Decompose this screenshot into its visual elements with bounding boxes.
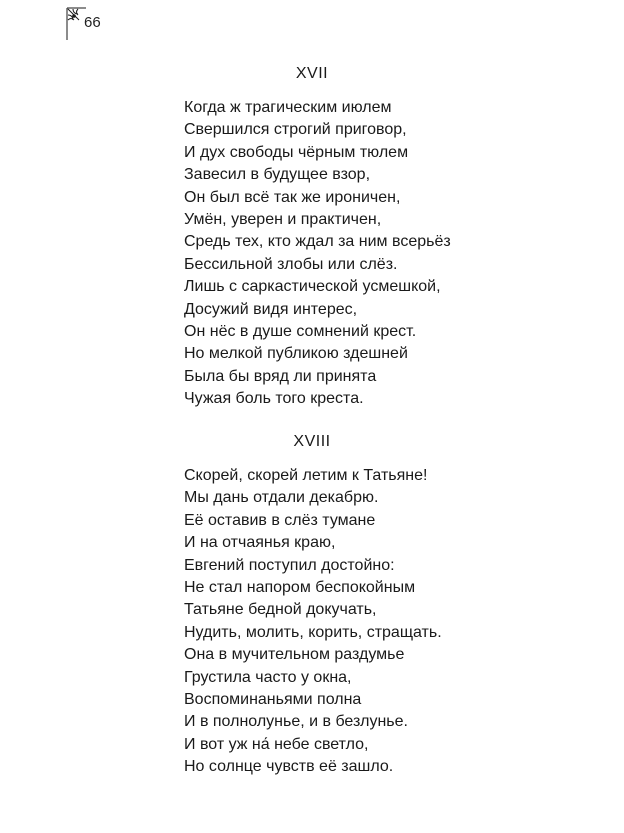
poem-line: Нудить, молить, корить, стращать.: [184, 623, 442, 641]
poem-line: Чужая боль того креста.: [184, 390, 364, 408]
stanza-xvii: [0, 64, 624, 410]
stanza-heading: XVII: [295, 65, 329, 82]
poem-line: Но солнце чувств её зашло.: [184, 758, 394, 776]
poem-line: Бессильной злобы или слёз.: [184, 255, 398, 273]
stanza-heading: XVIII: [293, 433, 331, 450]
poem-line: Досужий видя интерес,: [184, 300, 358, 318]
stanza-lines: [0, 97, 624, 410]
poem-line: Лишь с саркастической усмешкой,: [184, 278, 441, 296]
poem-line: Не стал напором беспокойным: [184, 578, 416, 596]
poem-line: Мы дань отдали декабрю.: [184, 489, 379, 507]
poem-line: И вот уж на́ небе светло,: [184, 735, 369, 753]
poem-line: Но мелкой публикою здешней: [184, 345, 408, 363]
poem-line: Татьяне бедной докучать,: [184, 601, 377, 619]
poem-line: И на отчаянья краю,: [184, 534, 336, 552]
poem-line: Умён, уверен и практичен,: [184, 210, 382, 228]
poem-line: Он нёс в душе сомнений крест.: [184, 322, 417, 340]
poem-line: Завесил в будущее взор,: [184, 166, 371, 184]
poem-line: И в полнолунье, и в безлунье.: [184, 713, 408, 731]
poem-line: Она в мучительном раздумье: [184, 646, 405, 664]
poem-line: Была бы вряд ли принята: [184, 367, 377, 385]
poem-line: Свершился строгий приговор,: [184, 121, 407, 139]
poem-line: Он был всё так же ироничен,: [184, 188, 401, 206]
stanza-lines: [0, 465, 624, 778]
poem-line: Грустила часто у окна,: [184, 668, 352, 686]
poem-line: Евгений поступил достойно:: [184, 556, 395, 574]
poem-line: Её оставив в слёз тумане: [184, 511, 376, 529]
page-number: 66: [84, 14, 101, 31]
poem-line: Воспоминаньями полна: [184, 690, 362, 708]
stanza-xviii: [0, 432, 624, 778]
poem-line: Когда ж трагическим июлем: [184, 99, 392, 116]
poem-line: Скорей, скорей летим к Татьяне!: [184, 467, 428, 484]
poem-line: Средь тех, кто ждал за ним всерьёз: [184, 233, 451, 251]
poem-line: И дух свободы чёрным тюлем: [184, 143, 409, 161]
